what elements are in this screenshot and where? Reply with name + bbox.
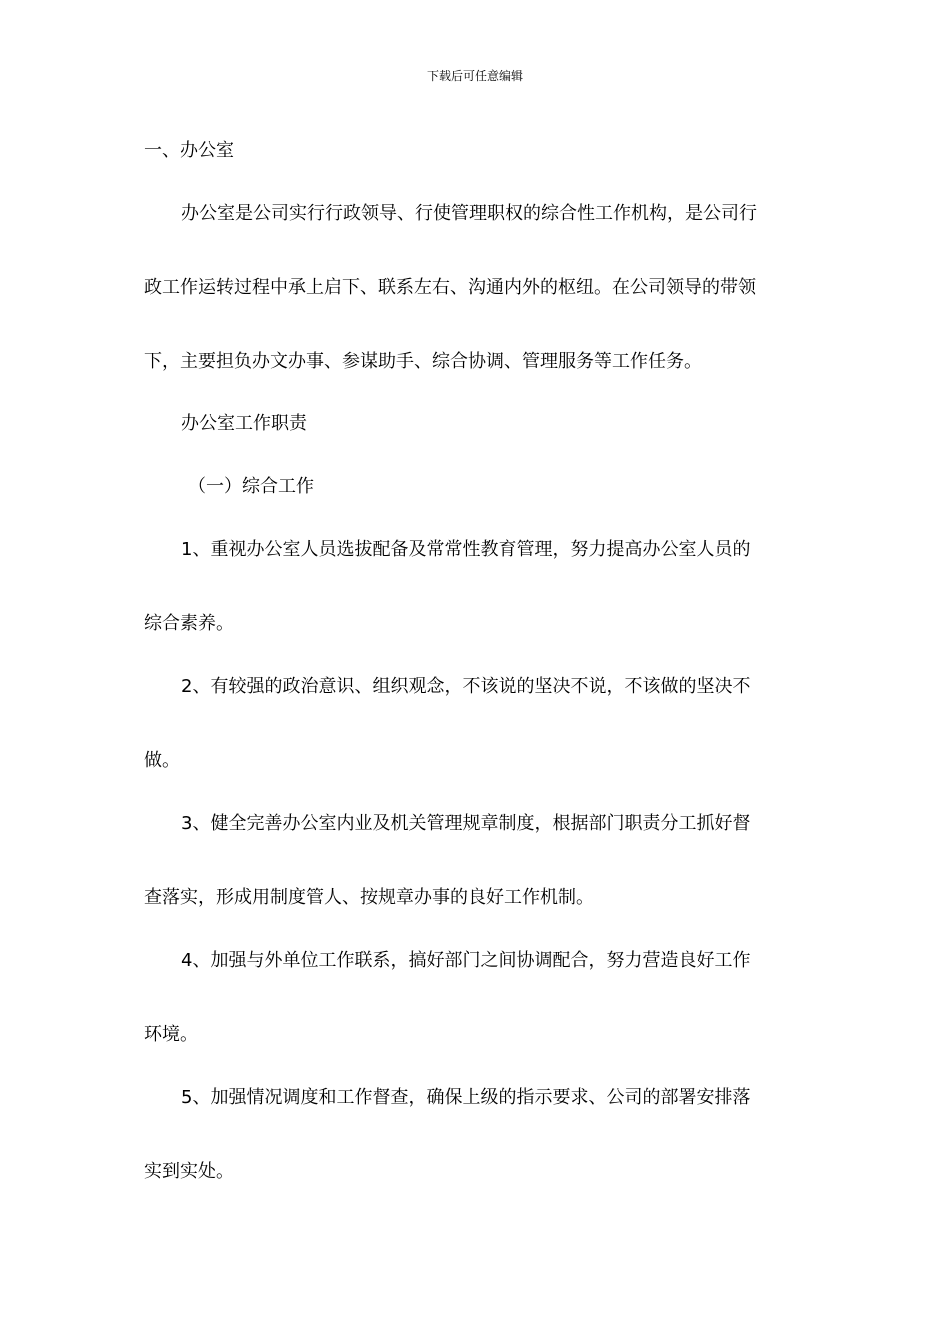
item-3-line-2: 查落实，形成用制度管人、按规章办事的良好工作机制。 (144, 887, 594, 908)
section-title: 一、办公室 (144, 140, 234, 161)
duties-heading: 办公室工作职责 (181, 413, 307, 434)
item-4-line-1: 4、加强与外单位工作联系，搞好部门之间协调配合，努力营造良好工作 (181, 950, 751, 971)
item-5-line-2: 实到实处。 (144, 1161, 234, 1182)
header-note: 下载后可任意编辑 (426, 69, 523, 83)
intro-line-3: 下，主要担负办文办事、参谋助手、综合协调、管理服务等工作任务。 (144, 351, 702, 372)
intro-line-1: 办公室是公司实行行政领导、行使管理职权的综合性工作机构，是公司行 (181, 203, 757, 224)
item-1-line-2: 综合素养。 (144, 613, 234, 634)
intro-line-2: 政工作运转过程中承上启下、联系左右、沟通内外的枢纽。在公司领导的带领 (144, 277, 756, 298)
item-2-line-2: 做。 (144, 750, 180, 771)
item-3-line-1: 3、健全完善办公室内业及机关管理规章制度，根据部门职责分工抓好督 (181, 813, 751, 834)
item-4-line-2: 环境。 (144, 1024, 198, 1045)
item-1-line-1: 1、重视办公室人员选拔配备及常常性教育管理，努力提高办公室人员的 (181, 539, 751, 560)
item-5-line-1: 5、加强情况调度和工作督查，确保上级的指示要求、公司的部署安排落 (181, 1087, 751, 1108)
item-2-line-1: 2、有较强的政治意识、组织观念，不该说的坚决不说，不该做的坚决不 (181, 676, 751, 697)
subsection-title: （一）综合工作 (188, 476, 314, 497)
